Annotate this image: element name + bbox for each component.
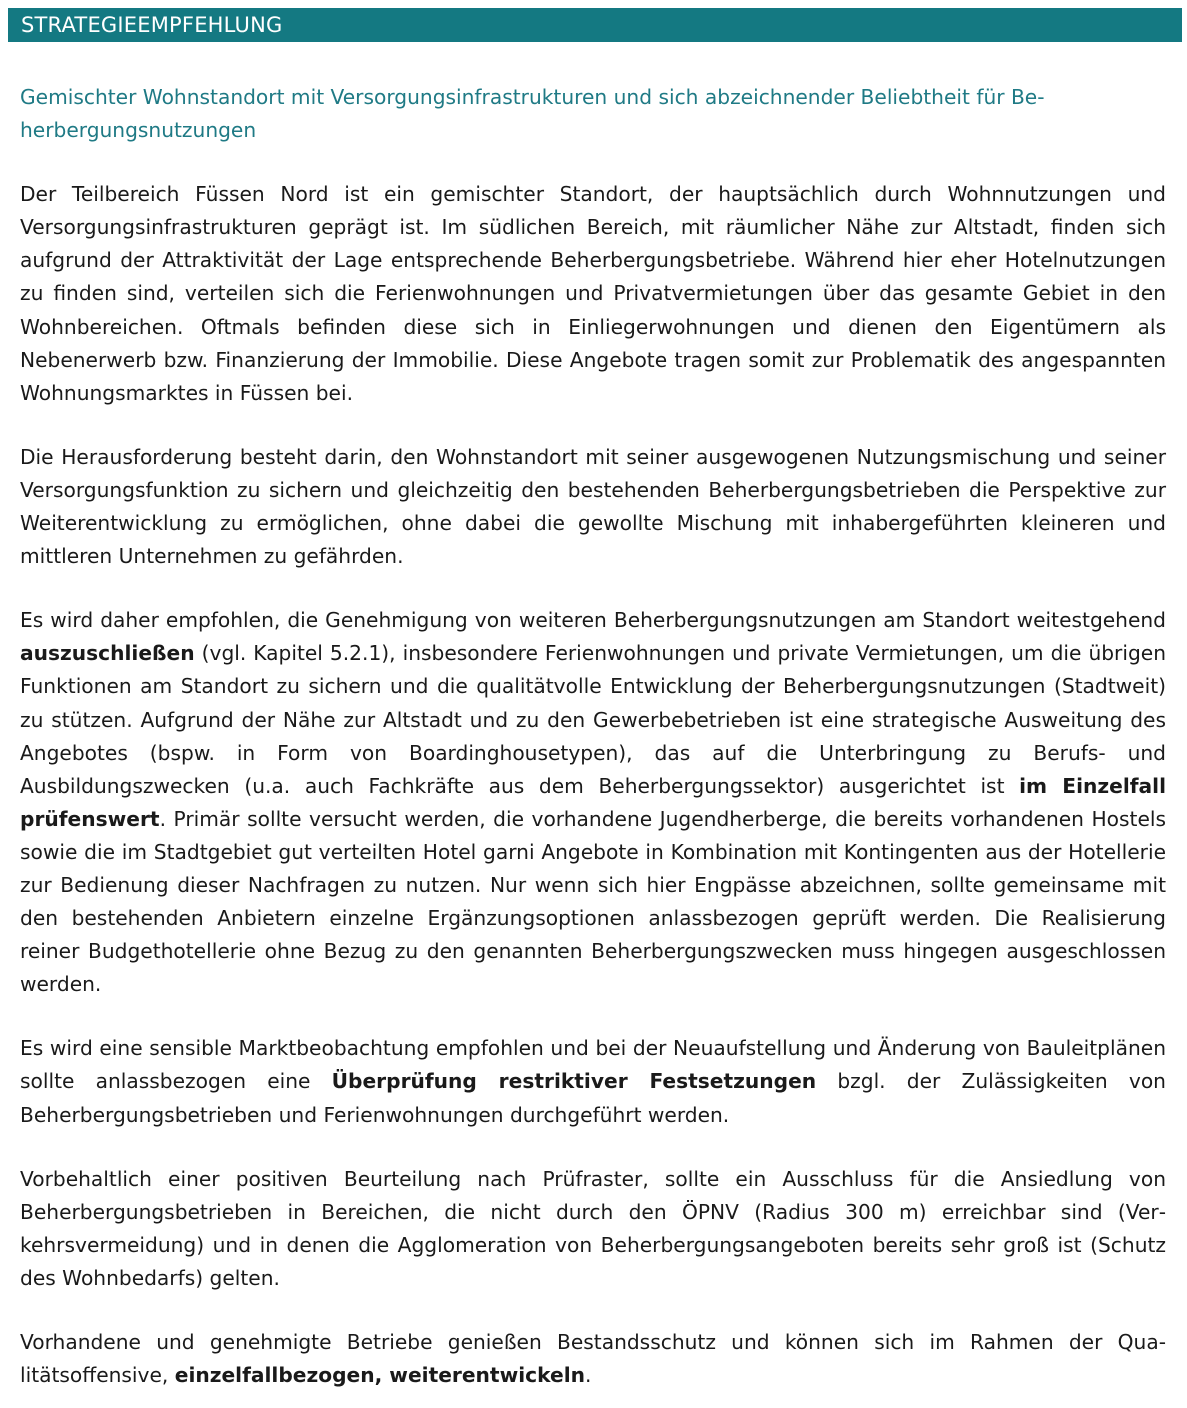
- emphasis-text: auszuschließen: [20, 641, 195, 666]
- paragraph-text: (vgl. Kapitel 5.2.1), insbesondere Ferienwohnungen und private Vermietungen, um die übrigen Funktionen am Standort zu sichern und die qualitätvolle Entwicklung der Beherbergungsnutzungen (Stadtweit) zu stützen. Aufgrund der Nähe zur Altstadt und zu den Gewerbebetrieben ist eine strategische Ausweitung des Angebotes (bspw. in Form von Boardinghousetypen), das auf die Unterbringung zu Berufs- und Ausbildungszwecken (u.a. auch Fachkräfte aus dem Beherbergungssektor) ausgerichtet ist: [20, 641, 1166, 798]
- document-body: [20, 81, 1166, 1392]
- section-header: [8, 8, 1182, 42]
- paragraph-recommendation: [20, 604, 1166, 1001]
- paragraph-overview: Der Teilbereich Füssen Nord ist ein gemischter Standort, der hauptsächlich durch Wohnnutzungen und Versorgungsinfrastrukturen geprägt ist. Im südlichen Bereich, mit räumlicher Nähe zur Altstadt, finden sich aufgrund der Attraktivität der Lage entsprechende Beherbergungsbetriebe. Während hier eher Hotelnutzungen zu finden sind, verteilen sich die Ferienwohnungen und Privatvermietungen über das gesamte Gebiet in den Wohnbereichen. Oftmals befinden diese sich in Einliegerwohnungen und dienen den Eigentümern als Nebenerwerb bzw. Finanzierung der Immobilie. Diese Angebote tragen somit zur Problematik des angespannten Wohnungsmarktes in Füssen bei.: [20, 182, 1166, 405]
- paragraph-text: Es wird daher empfohlen, die Genehmigung von weiteren Beherbergungsnutzungen am Standort weitestgehend: [20, 608, 1166, 633]
- paragraph-text: Es wird eine sensible Marktbeobachtung empfohlen und bei der Neuaufstellung und Änderung von Bauleitplänen sollte anlassbezogen eine: [20, 1036, 1166, 1094]
- emphasis-text: einzelfallbezogen, weiterentwickeln: [174, 1363, 585, 1388]
- paragraph-market-observation: [20, 1032, 1166, 1131]
- paragraph-text: .: [585, 1363, 592, 1388]
- paragraph-challenge: Die Herausforderung besteht darin, den Wohnstandort mit seiner ausgewogenen Nutzungsmischung und seiner Versorgungsfunktion zu sichern und gleichzeitig den bestehenden Beherbergungsbetrieben die Perspektive zur Weiterentwicklung zu ermöglichen, ohne dabei die gewollte Mischung mit inhabergeführten kleineren und mittleren Unternehmen zu gefährden.: [20, 444, 1166, 569]
- paragraph-exclusion: Vorbehaltlich einer positiven Beurteilung nach Prüfraster, sollte ein Ausschluss für die Ansiedlung von Beherbergungsbetrieben in Bereichen, die nicht durch den ÖPNV (Radius 300 m) erreichbar sind (Verkehrsvermeidung) und in denen die Agglomeration von Beherbergungsangeboten bereits sehr groß ist (Schutz des Wohnbedarfs) gelten.: [20, 1166, 1166, 1290]
- emphasis-text: Überprüfung restriktiver Festsetzungen: [331, 1069, 817, 1094]
- paragraph-text: bzgl. der Zulässigkeiten von Beherbergungsbetrieben und Ferienwohnungen durchgeführt werden.: [20, 1069, 1166, 1127]
- emphasis-text: im Einzelfall prüfenswert: [20, 773, 1166, 831]
- paragraph-text: . Primär sollte versucht werden, die vorhandene Jugendherberge, die bereits vorhandenen Hostels sowie die im Stadtgebiet gut verteilten Hotel garni Angebote in Kombination mit Kontingenten aus der Hotellerie zur Bedienung dieser Nachfragen zu nutzen. Nur wenn sich hier Engpässe abzeichnen, sollte gemeinsame mit den bestehenden Anbietern einzelne Ergänzungsoptionen anlassbezogen geprüft werden. Die Realisierung reiner Budgethotellerie ohne Bezug zu den genannten Beherbergungszwecken muss hingegen ausgeschlossen werden.: [20, 806, 1166, 997]
- paragraph-existing-businesses: [20, 1326, 1166, 1392]
- section-subtitle: Gemischter Wohnstandort mit Versorgungsinfrastrukturen und sich abzeichnender Beliebtheit für Beherbergungsnutzungen: [20, 85, 1045, 143]
- section-title: STRATEGIEEMPFEHLUNG: [21, 13, 283, 37]
- paragraph-text: Vorhandene und genehmigte Betriebe genießen Bestandsschutz und können sich im Rahmen der Qualitätsoffensive,: [20, 1330, 1166, 1388]
